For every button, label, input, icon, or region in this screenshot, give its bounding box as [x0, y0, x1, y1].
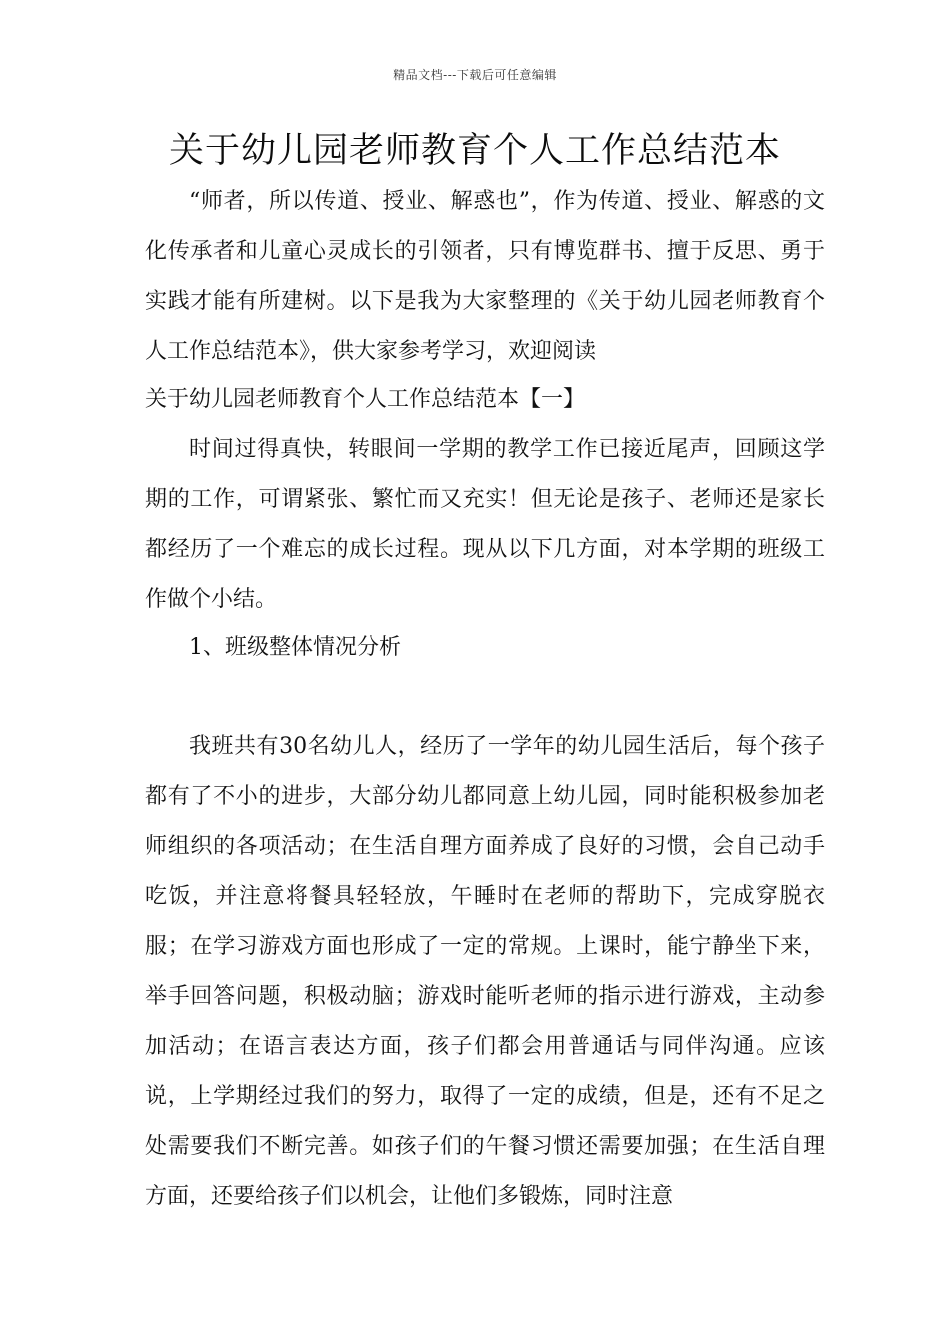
second-paragraph: 我班共有30名幼儿人，经历了一学年的幼儿园生活后，每个孩子都有了不小的进步，大部分幼儿都同意上幼儿园，同时能积极参加老师组织的各项活动；在生活自理方面养成了良好的习惯，会自己动手吃饭，并注意将餐具轻轻放，午睡时在老师的帮助下，完成穿脱衣服；在学习游戏方面也形成了一定的常规。上课时，能宁静坐下来，举手回答问题，积极动脑；游戏时能听老师的指示进行游戏，主动参加活动；在语言表达方面，孩子们都会用普通话与同伴沟通。应该说，上学期经过我们的努力，取得了一定的成绩，但是，还有不足之处需要我们不断完善。如孩子们的午餐习惯还需要加强；在生活自理方面，还要给孩子们以机会，让他们多锻炼，同时注意 — [145, 734, 825, 1209]
document-title: 关于幼儿园老师教育个人工作总结范本 — [168, 131, 781, 171]
section-heading: 关于幼儿园老师教育个人工作总结范本【一】 — [145, 387, 586, 412]
item-heading: 1、班级整体情况分析 — [189, 635, 401, 660]
header-note: 精品文档---下载后可任意编辑 — [393, 68, 557, 82]
first-paragraph: 时间过得真快，转眼间一学期的教学工作已接近尾声，回顾这学期的工作，可谓紧张、繁忙而又充实！但无论是孩子、老师还是家长都经历了一个难忘的成长过程。现从以下几方面，对本学期的班级工作做个小结。 — [145, 437, 825, 612]
intro-paragraph: “师者，所以传道、授业、解惑也”，作为传道、授业、解惑的文化传承者和儿童心灵成长的引领者，只有博览群书、擅于反思、勇于实践才能有所建树。以下是我为大家整理的《关于幼儿园老师教育个人工作总结范本》，供大家参考学习，欢迎阅读 — [145, 189, 825, 364]
